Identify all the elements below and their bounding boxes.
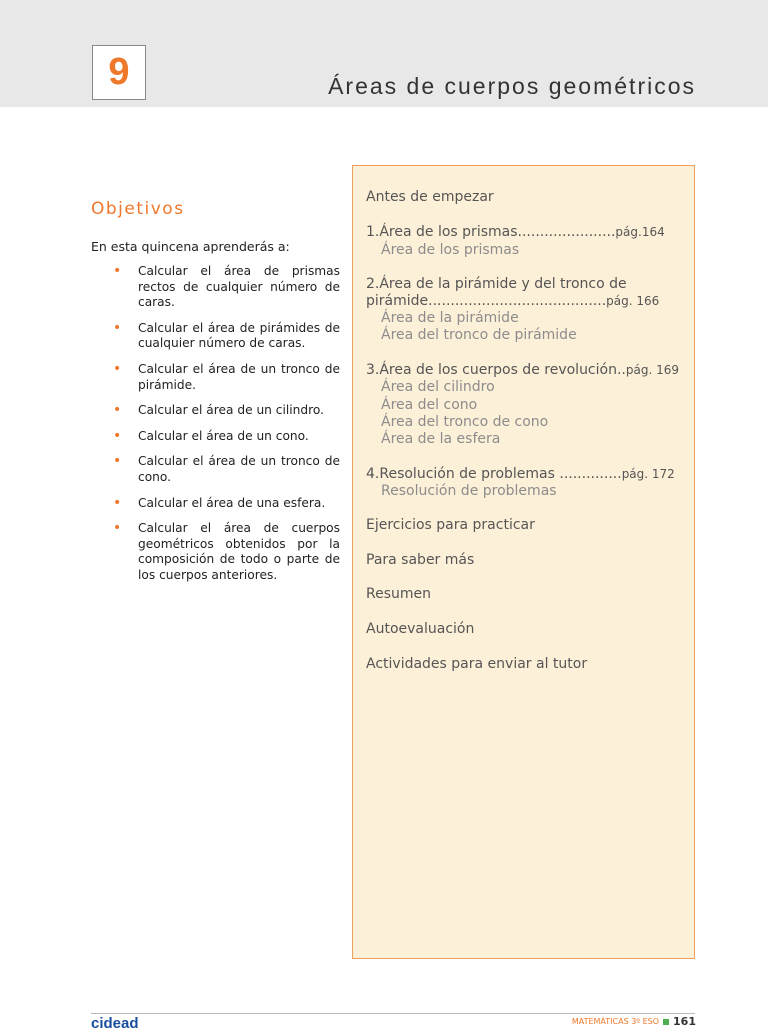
- bullet-icon: •: [113, 402, 122, 419]
- toc-page-number: pág.164: [615, 225, 665, 239]
- toc-subsection[interactable]: Área del cilindro: [381, 379, 495, 395]
- objective-text: Calcular el área de pirámides de cualquier número de caras.: [138, 320, 340, 351]
- toc-intro[interactable]: Antes de empezar: [366, 189, 494, 205]
- objective-item: [113, 429, 340, 445]
- objective-item: [113, 454, 340, 485]
- toc-section-1[interactable]: [366, 224, 665, 240]
- objectives-heading: Objetivos: [91, 199, 185, 219]
- objective-text: Calcular el área de una esfera.: [138, 495, 326, 510]
- footer-course: MATEMÁTICAS 3º ESO: [571, 1017, 660, 1026]
- objective-item: [113, 321, 340, 352]
- toc-self-evaluation[interactable]: Autoevaluación: [366, 621, 475, 637]
- objectives-intro: En esta quincena aprenderás a:: [91, 239, 290, 254]
- unit-number-box: 9: [92, 45, 146, 100]
- toc-dots: ......................: [517, 224, 616, 240]
- toc-dots: ..............: [554, 466, 622, 482]
- toc-section-2-cont[interactable]: [366, 293, 659, 309]
- bullet-icon: •: [113, 520, 122, 537]
- toc-subsection[interactable]: Área de los prismas: [381, 242, 520, 258]
- toc-section-4[interactable]: [366, 466, 675, 482]
- toc-section-3[interactable]: [366, 362, 679, 378]
- footer-divider: [91, 1013, 695, 1014]
- objective-item: [113, 521, 340, 583]
- objective-item: [113, 264, 340, 311]
- toc-more[interactable]: Para saber más: [366, 552, 475, 568]
- toc-summary[interactable]: Resumen: [366, 586, 432, 602]
- toc-dots: ..: [616, 362, 626, 378]
- footer-logo: cidead: [91, 1015, 139, 1032]
- objective-text: Calcular el área de cuerpos geométricos obtenidos por la composición de todo o parte de los cuerpos anteriores.: [138, 521, 340, 582]
- objectives-list: [113, 264, 340, 594]
- toc-dots: ........................................: [428, 293, 607, 309]
- toc-section-4-title: 4.Resolución de problemas: [366, 466, 555, 482]
- objective-item: [113, 362, 340, 393]
- toc-page-number: pág. 166: [606, 294, 660, 308]
- bullet-icon: •: [113, 360, 122, 377]
- bullet-icon: •: [113, 319, 122, 336]
- objective-item: [113, 496, 340, 512]
- toc-subsection[interactable]: Área del cono: [381, 397, 478, 413]
- objective-text: Calcular el área de prismas rectos de cualquier número de caras.: [138, 264, 340, 310]
- toc-page-number: pág. 169: [625, 363, 679, 377]
- footer-page-info: [572, 1015, 696, 1028]
- toc-subsection[interactable]: Área de la esfera: [381, 431, 501, 447]
- toc-subsection[interactable]: Área del tronco de pirámide: [381, 327, 577, 343]
- toc-section-2-title-cont: pirámide: [366, 293, 429, 309]
- objective-text: Calcular el área de un tronco de pirámide.: [138, 361, 340, 392]
- toc-subsection[interactable]: Área del tronco de cono: [381, 414, 549, 430]
- toc-subsection[interactable]: Área de la pirámide: [381, 310, 519, 326]
- toc-page-number: pág. 172: [621, 467, 675, 481]
- toc-section-1-title: 1.Área de los prismas: [366, 224, 518, 240]
- objective-text: Calcular el área de un cono.: [138, 428, 309, 443]
- toc-section-2[interactable]: 2.Área de la pirámide y del tronco de: [366, 276, 627, 292]
- bullet-icon: •: [113, 453, 122, 470]
- toc-exercises[interactable]: Ejercicios para practicar: [366, 517, 535, 533]
- toc-subsection[interactable]: Resolución de problemas: [381, 483, 557, 499]
- objective-text: Calcular el área de un tronco de cono.: [138, 454, 340, 484]
- bullet-icon: •: [113, 494, 122, 511]
- toc-tutor-activities[interactable]: Actividades para enviar al tutor: [366, 656, 588, 672]
- footer-page-number: 161: [673, 1015, 696, 1028]
- table-of-contents: [352, 165, 695, 959]
- page-title: Áreas de cuerpos geométricos: [328, 73, 696, 99]
- objective-text: Calcular el área de un cilindro.: [138, 403, 324, 418]
- bullet-icon: •: [113, 263, 122, 279]
- bullet-icon: •: [113, 427, 122, 444]
- toc-section-3-title: 3.Área de los cuerpos de revolución: [366, 362, 617, 378]
- objective-item: [113, 403, 340, 419]
